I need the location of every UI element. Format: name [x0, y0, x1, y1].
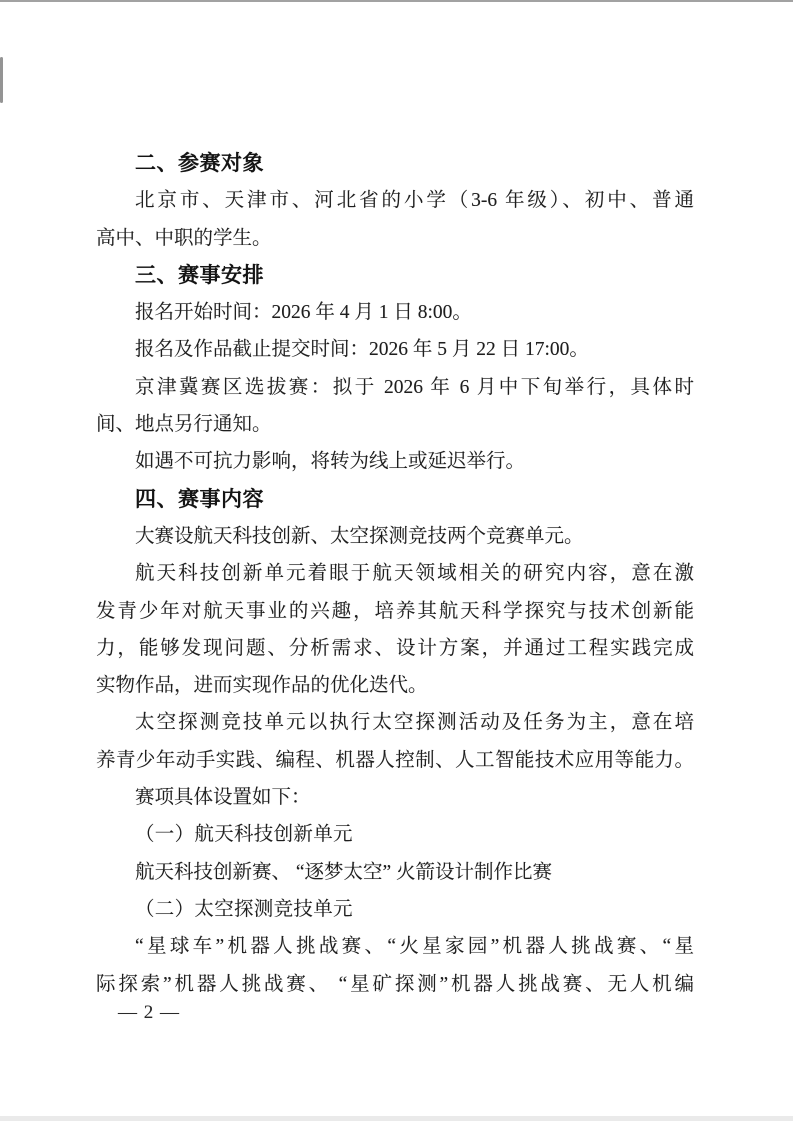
paragraph [96, 182, 694, 257]
paragraph [96, 891, 694, 928]
text-line: 赛项具体设置如下： [135, 787, 311, 809]
section-heading [96, 481, 694, 518]
heading-line: 四、赛事内容 [135, 487, 264, 511]
text-line: “星球车”机器人挑战赛、“火星家园”机器人挑战赛、“星 [135, 936, 694, 958]
text-line: 航天科技创新赛、 “逐梦太空” 火箭设计制作比赛 [135, 861, 553, 883]
heading-line: 二、参赛对象 [135, 152, 264, 175]
text-line: 如遇不可抗力影响，将转为线上或延迟举行。 [135, 451, 526, 473]
scan-edge-artifact-top [0, 0, 793, 2]
page-number: — 2 — [118, 1002, 180, 1023]
text-line: 力，能够发现问题、分析需求、设计方案，并通过工程实践完成 [96, 637, 694, 659]
section-heading [96, 145, 694, 182]
text-line: 养青少年动手实践、编程、机器人控制、人工智能技术应用等能力。 [96, 749, 694, 771]
paragraph [96, 294, 694, 331]
paragraph [96, 779, 694, 816]
paragraph [96, 928, 694, 1003]
paragraph [96, 555, 694, 704]
text-line: 太空探测竞技单元以执行太空探测活动及任务为主，意在培 [135, 712, 694, 734]
paragraph [96, 854, 694, 891]
text-line: 实物作品，进而实现作品的优化迭代。 [96, 675, 428, 697]
scan-edge-artifact-bottom [0, 1116, 793, 1121]
heading-line: 三、赛事安排 [135, 263, 264, 287]
document-body [96, 145, 694, 1003]
paragraph [96, 704, 694, 779]
text-line: 间、地点另行通知。 [96, 414, 272, 436]
paragraph [96, 816, 694, 853]
paragraph [96, 518, 694, 555]
text-line: 际探索”机器人挑战赛、 “星矿探测”机器人挑战赛、无人机编 [96, 973, 694, 995]
text-line: 发青少年对航天事业的兴趣，培养其航天科学探究与技术创新能 [96, 600, 694, 622]
text-line: 北京市、天津市、河北省的小学（3-6 年级）、初中、普通 [135, 190, 694, 212]
text-line: 报名及作品截止提交时间：2026 年 5 月 22 日 17:00。 [135, 339, 589, 361]
scan-edge-artifact-left [0, 57, 3, 103]
text-line: 航天科技创新单元着眼于航天领域相关的研究内容，意在激 [135, 563, 694, 585]
text-line: （二）太空探测竞技单元 [135, 898, 353, 920]
text-line: 大赛设航天科技创新、太空探测竞技两个竞赛单元。 [135, 525, 584, 547]
text-line: 京津冀赛区选拔赛：拟于 2026 年 6 月中下旬举行，具体时 [135, 376, 694, 398]
paragraph [96, 443, 694, 480]
text-line: 高中、中职的学生。 [96, 227, 272, 249]
paragraph [96, 369, 694, 444]
text-line: 报名开始时间：2026 年 4 月 1 日 8:00。 [135, 302, 472, 324]
section-heading [96, 257, 694, 294]
paragraph [96, 331, 694, 368]
text-line: （一）航天科技创新单元 [135, 824, 353, 846]
